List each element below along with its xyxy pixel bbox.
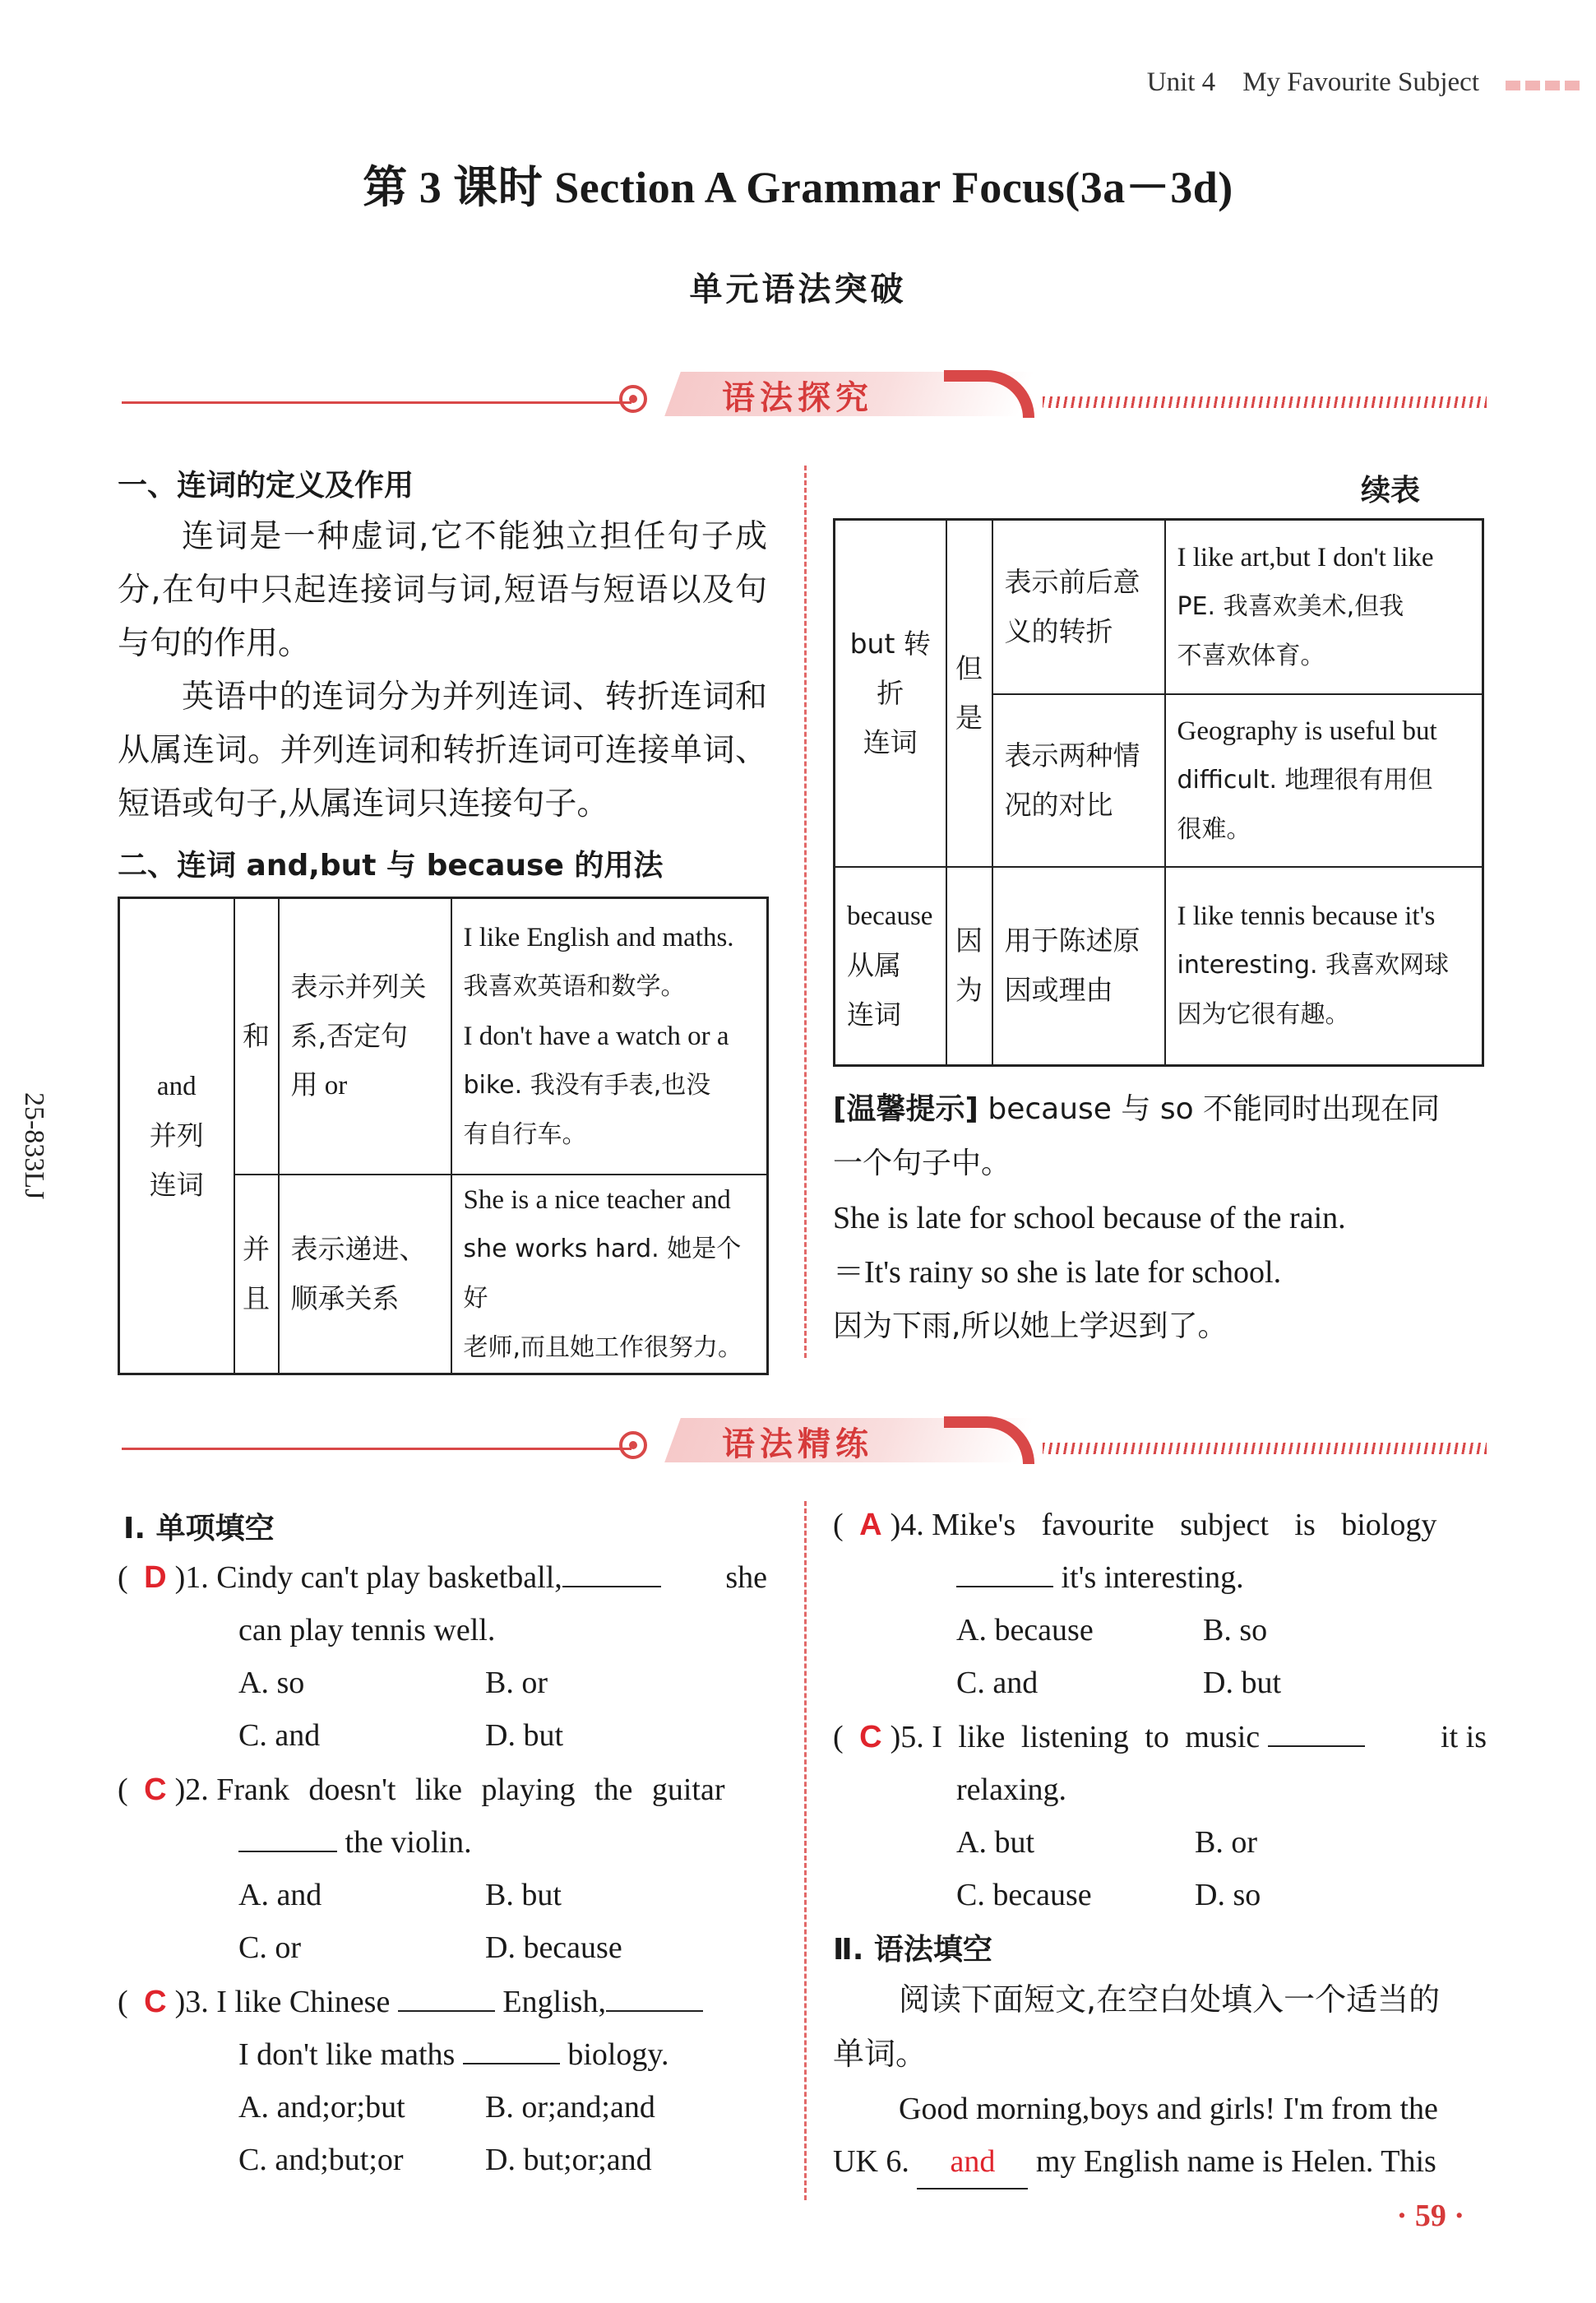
side-code: 25-833LJ <box>19 1092 49 1200</box>
answer-5: C <box>859 1720 882 1754</box>
example-cell: She is a nice teacher and she works hard. 她是个好 老师,而且她工作很努力。 <box>451 1175 768 1374</box>
question-1: ( D )1. Cindy can't play basketball, she can play tennis well. A. so B. or C. and D. but <box>118 1560 767 1753</box>
part1-heading: 一、连词的定义及作用 <box>118 469 414 503</box>
section-banner-explore <box>122 370 1487 419</box>
meaning-cell: 并 且 <box>234 1175 279 1374</box>
exercise2-instructions: 阅读下面短文,在空白处填入一个适当的 单词。 <box>833 1981 1441 2072</box>
example-cell: I like English and maths. 我喜欢英语和数学。 I don't have a watch or a bike. 我没有手表,也没 有自行车。 <box>451 898 768 1175</box>
tip-text: because 与 so 不能同时出现在同 <box>978 1092 1441 1126</box>
answer-1: D <box>144 1560 167 1595</box>
and-usage-table <box>118 897 769 1375</box>
tip-example-2: ＝It's rainy so she is late for school. <box>833 1255 1282 1290</box>
target-icon <box>619 1431 647 1459</box>
exercise2-passage: Good morning,boys and girls! I'm from the UK 6. and my English name is Helen. This <box>833 2083 1487 2189</box>
meaning-cell: 因 为 <box>946 867 992 1066</box>
page-subtitle: 单元语法突破 <box>689 271 907 308</box>
exercise1-heading: Ⅰ. 单项填空 <box>123 1512 275 1545</box>
question-4: ( A )4. Mike's favourite subject is biology it's interesting. A. because B. so C. and D. but <box>833 1508 1437 1700</box>
unit-header <box>1147 67 1479 98</box>
example-cell: I like art,but I don't like PE. 我喜欢美术,但我 不喜欢体育。 <box>1165 520 1483 694</box>
question-5: ( C )5. I like listening to music it is relaxing. A. but B. or C. because D. so <box>833 1720 1487 1912</box>
answer-3: C <box>144 1985 167 2019</box>
tip-example-3: 因为下雨,所以她上学迟到了。 <box>833 1309 1228 1343</box>
page-title: 第 3 课时 Section A Grammar Focus(3a－3d) <box>363 163 1233 212</box>
usage-cell: 用于陈述原 因或理由 <box>992 867 1165 1066</box>
usage-cell: 表示并列关 系,否定句 用 or <box>279 898 451 1175</box>
page-number: · 59 · <box>1396 2199 1464 2233</box>
category-cell: because 从属 连词 <box>835 867 946 1066</box>
part2-heading: 二、连词 and,but 与 because 的用法 <box>118 849 664 883</box>
tip-text-cont: 一个句子中。 <box>833 1147 1011 1180</box>
column-divider <box>804 466 807 1358</box>
question-3: ( C )3. I like Chinese English, I don't like maths biology. A. and;or;but B. or;and;and C. and;but;or D. but;or;and <box>118 1976 767 2186</box>
part1-text <box>118 510 767 831</box>
usage-cell: 表示前后意 义的转折 <box>992 520 1165 694</box>
section-banner-practice <box>122 1416 1487 1466</box>
example-cell: I like tennis because it's interesting. 我喜欢网球 因为它很有趣。 <box>1165 867 1483 1066</box>
meaning-cell: 和 <box>234 898 279 1175</box>
question-2: ( C )2. Frank doesn't like playing the guitar the violin. A. and B. but C. or D. because <box>118 1772 725 1965</box>
part1-paragraph-2: 英语中的连词分为并列连词、转折连词和从属连词。并列连词和转折连词可连接单词、短语或句子,从属连词只连接句子。 <box>118 679 767 822</box>
tip-box <box>833 1082 1491 1354</box>
banner-label: 语法探究 <box>722 379 873 417</box>
part1-paragraph-1: 连词是一种虚词,它不能独立担任句子成分,在句中只起连接词与词,短语与短语以及句与句的作用。 <box>118 518 767 662</box>
answer-4: A <box>859 1508 882 1542</box>
answer-2: C <box>144 1772 167 1807</box>
subject-label: My Favourite Subject <box>1242 67 1479 97</box>
but-because-usage-table <box>833 518 1484 1067</box>
tip-label: [温馨提示] <box>833 1092 978 1126</box>
category-cell: but 转折 连词 <box>835 520 946 867</box>
column-divider <box>804 1501 807 2200</box>
usage-cell: 表示递进、 顺承关系 <box>279 1175 451 1374</box>
category-cell: and 并列 连词 <box>119 898 234 1374</box>
target-icon <box>619 385 647 413</box>
example-cell: Geography is useful but difficult. 地理很有用但 很难。 <box>1165 694 1483 867</box>
tip-example-1: She is late for school because of the rain. <box>833 1201 1346 1235</box>
unit-label: Unit 4 <box>1146 67 1216 97</box>
fill-answer-6: and <box>917 2135 1028 2189</box>
meaning-cell: 但 是 <box>946 520 992 867</box>
banner-label: 语法精练 <box>722 1425 873 1463</box>
table-continued-label: 续表 <box>1361 474 1421 507</box>
usage-cell: 表示两种情 况的对比 <box>992 694 1165 867</box>
header-decoration <box>1506 81 1580 90</box>
exercise2-heading: Ⅱ. 语法填空 <box>833 1933 992 1967</box>
